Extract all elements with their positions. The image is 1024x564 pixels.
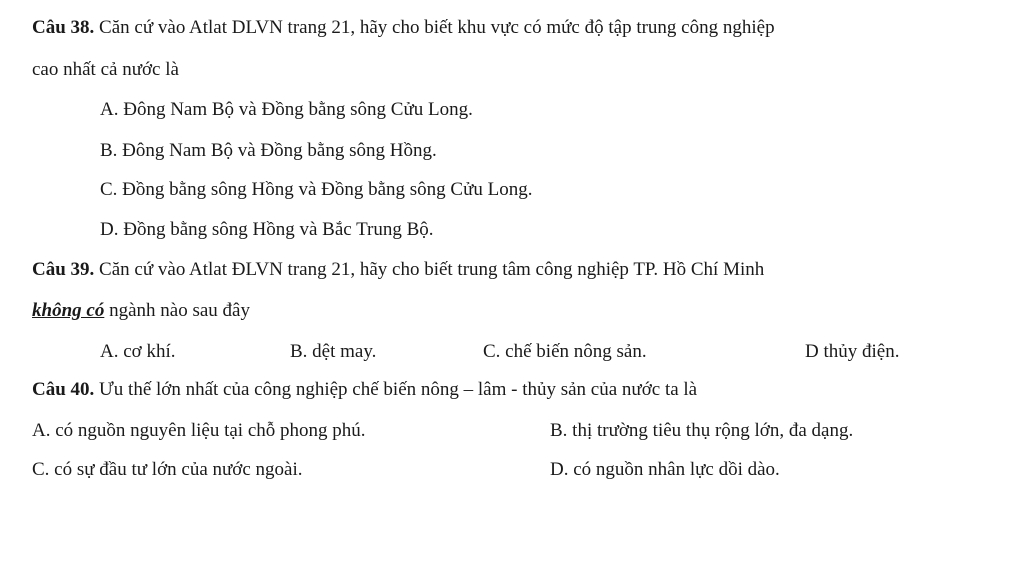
question-39-number: Câu 39. [32,259,95,280]
question-40-stem [32,380,697,399]
question-40-option-b: B. thị trường tiêu thụ rộng lớn, đa dạng. [550,420,854,441]
question-38-option-b: B. Đông Nam Bộ và Đồng bằng sông Hồng. [100,140,437,161]
question-38-number: Câu 38. [32,17,95,38]
question-40-option-d: D. có nguồn nhân lực dồi dào. [550,459,780,480]
question-39-option-c: C. chế biến nông sản. [483,341,647,362]
question-38-stem-line1 [32,18,775,37]
question-40-stem-text: Ưu thế lớn nhất của công nghiệp chế biến nông – lâm - thủy sản của nước ta là [99,379,698,400]
question-38-option-d: D. Đồng bằng sông Hồng và Bắc Trung Bộ. [100,219,434,240]
question-40-option-a: A. có nguồn nguyên liệu tại chỗ phong phú. [32,420,366,441]
question-39-emphasis: không có [32,300,105,321]
question-39-option-a: A. cơ khí. [100,341,176,362]
question-39-option-d: D thủy điện. [805,341,900,362]
question-38-stem-text: Căn cứ vào Atlat DLVN trang 21, hãy cho biết khu vực có mức độ tập trung công nghiệp [99,17,775,38]
question-39-stem-line2 [32,301,250,320]
question-39-option-b: B. dệt may. [290,341,377,362]
question-38-stem-line2: cao nhất cả nước là [32,59,179,80]
question-38-option-c: C. Đồng bằng sông Hồng và Đồng bằng sông Cửu Long. [100,179,533,200]
question-40-option-c: C. có sự đầu tư lớn của nước ngoài. [32,459,303,480]
question-38-option-a: A. Đông Nam Bộ và Đồng bằng sông Cửu Long. [100,99,473,120]
question-40-number: Câu 40. [32,379,95,400]
question-39-stem-rest: ngành nào sau đây [104,300,250,321]
question-39-stem-text: Căn cứ vào Atlat ĐLVN trang 21, hãy cho biết trung tâm công nghiệp TP. Hồ Chí Minh [99,259,765,280]
question-39-stem-line1 [32,260,764,279]
